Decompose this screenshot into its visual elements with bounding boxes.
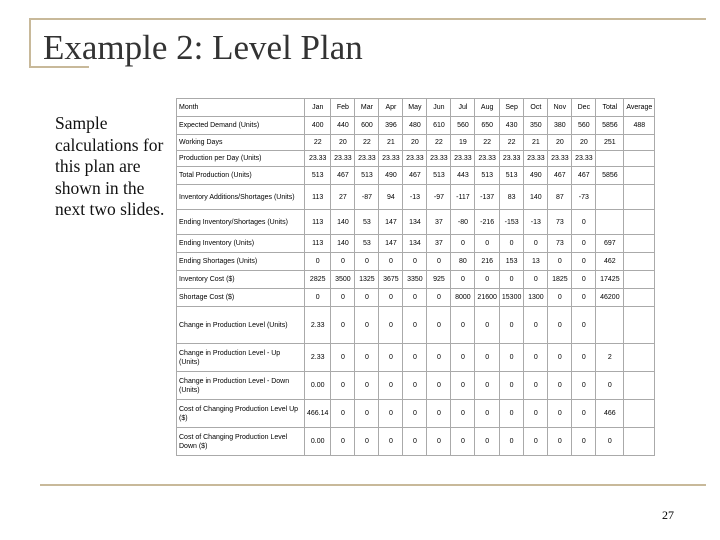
table-cell: 0 bbox=[427, 253, 451, 271]
table-row bbox=[177, 372, 655, 400]
table-row bbox=[177, 307, 655, 344]
table-cell bbox=[624, 253, 655, 271]
row-label: Total Production (Units) bbox=[177, 167, 305, 185]
table-cell: Dec bbox=[572, 99, 596, 117]
table-cell: 513 bbox=[499, 167, 523, 185]
table-cell: -13 bbox=[403, 185, 427, 210]
table-cell bbox=[624, 428, 655, 456]
table-cell: 513 bbox=[427, 167, 451, 185]
table-cell: 350 bbox=[524, 117, 548, 135]
table-cell: 467 bbox=[572, 167, 596, 185]
table-cell: 0 bbox=[475, 372, 499, 400]
table-cell: 0 bbox=[524, 400, 548, 428]
table-cell: 0 bbox=[403, 289, 427, 307]
table-cell: 22 bbox=[475, 135, 499, 151]
table-cell: 0 bbox=[331, 289, 355, 307]
row-label: Production per Day (Units) bbox=[177, 151, 305, 167]
table-cell: Total bbox=[596, 99, 624, 117]
table-cell: 488 bbox=[624, 117, 655, 135]
table-cell: Average bbox=[624, 99, 655, 117]
table-row bbox=[177, 271, 655, 289]
table-cell: 380 bbox=[548, 117, 572, 135]
table-cell: Sep bbox=[499, 99, 523, 117]
table-cell: 17425 bbox=[596, 271, 624, 289]
table-cell: 134 bbox=[403, 235, 427, 253]
table-cell: 0 bbox=[451, 344, 475, 372]
table-cell: 0 bbox=[524, 428, 548, 456]
table-cell: Feb bbox=[331, 99, 355, 117]
table-cell: 0 bbox=[475, 307, 499, 344]
table-row bbox=[177, 167, 655, 185]
table-cell: Jun bbox=[427, 99, 451, 117]
table-cell: 23.33 bbox=[331, 151, 355, 167]
row-label: Shortage Cost ($) bbox=[177, 289, 305, 307]
table-cell: 467 bbox=[403, 167, 427, 185]
row-label: Change in Production Level - Down (Units) bbox=[177, 372, 305, 400]
table-cell: 0 bbox=[451, 235, 475, 253]
table-cell: 140 bbox=[331, 235, 355, 253]
table-cell: 0 bbox=[355, 428, 379, 456]
table-cell: 490 bbox=[379, 167, 403, 185]
table-cell: 0 bbox=[572, 400, 596, 428]
table-header-row bbox=[177, 99, 655, 117]
table-cell: 23.33 bbox=[379, 151, 403, 167]
table-cell: 0 bbox=[548, 344, 572, 372]
table-cell: 0 bbox=[475, 400, 499, 428]
table-cell: 513 bbox=[305, 167, 331, 185]
table-cell: 1825 bbox=[548, 271, 572, 289]
table-cell: 0 bbox=[596, 372, 624, 400]
table-cell bbox=[596, 307, 624, 344]
table-cell: 466.14 bbox=[305, 400, 331, 428]
table-cell bbox=[624, 307, 655, 344]
table-cell: 0 bbox=[427, 307, 451, 344]
table-cell: 0.00 bbox=[305, 428, 331, 456]
table-cell: 113 bbox=[305, 235, 331, 253]
footer-line bbox=[40, 484, 706, 486]
table-cell: 0 bbox=[379, 253, 403, 271]
table-cell: Jan bbox=[305, 99, 331, 117]
page-number: 27 bbox=[662, 508, 674, 522]
table-cell bbox=[624, 167, 655, 185]
table-cell: -117 bbox=[451, 185, 475, 210]
table-cell: 650 bbox=[475, 117, 499, 135]
table-cell: 0 bbox=[355, 344, 379, 372]
table-cell: 0 bbox=[499, 344, 523, 372]
table-cell: 3500 bbox=[331, 271, 355, 289]
table-cell: Jul bbox=[451, 99, 475, 117]
row-label: Expected Demand (Units) bbox=[177, 117, 305, 135]
table-cell: 73 bbox=[548, 235, 572, 253]
table-cell: 37 bbox=[427, 235, 451, 253]
table-cell: 0 bbox=[379, 428, 403, 456]
row-label: Inventory Additions/Shortages (Units) bbox=[177, 185, 305, 210]
table-cell: 23.33 bbox=[355, 151, 379, 167]
table-cell: -73 bbox=[572, 185, 596, 210]
table-cell bbox=[624, 372, 655, 400]
row-label: Cost of Changing Production Level Down ($) bbox=[177, 428, 305, 456]
table-cell: 23.33 bbox=[499, 151, 523, 167]
table-cell: 73 bbox=[548, 210, 572, 235]
table-cell: Oct bbox=[524, 99, 548, 117]
table-cell: 0 bbox=[451, 307, 475, 344]
table-cell: 0 bbox=[451, 428, 475, 456]
table-cell: 0 bbox=[572, 307, 596, 344]
table-cell bbox=[624, 185, 655, 210]
table-cell: 19 bbox=[451, 135, 475, 151]
row-label: Month bbox=[177, 99, 305, 117]
table-cell bbox=[624, 400, 655, 428]
table-row bbox=[177, 428, 655, 456]
table-cell: 0 bbox=[524, 372, 548, 400]
table-cell: 443 bbox=[451, 167, 475, 185]
table-cell: 0 bbox=[499, 428, 523, 456]
table-cell: 0 bbox=[548, 428, 572, 456]
table-cell: -153 bbox=[499, 210, 523, 235]
table-cell: 22 bbox=[305, 135, 331, 151]
table-cell: -13 bbox=[524, 210, 548, 235]
table-cell: 5856 bbox=[596, 167, 624, 185]
table-cell: 0 bbox=[499, 372, 523, 400]
table-cell: 0 bbox=[355, 289, 379, 307]
level-plan-table bbox=[176, 98, 655, 456]
table-cell: 0 bbox=[524, 307, 548, 344]
table-cell bbox=[624, 151, 655, 167]
table-cell: 83 bbox=[499, 185, 523, 210]
table-cell: 0 bbox=[305, 289, 331, 307]
table-cell: 140 bbox=[524, 185, 548, 210]
table-cell bbox=[624, 235, 655, 253]
slide-title: Example 2: Level Plan bbox=[43, 28, 363, 67]
table-cell: Apr bbox=[379, 99, 403, 117]
table-row bbox=[177, 210, 655, 235]
table-cell: 0 bbox=[548, 289, 572, 307]
table-cell: 0 bbox=[379, 372, 403, 400]
table-cell: 2.33 bbox=[305, 307, 331, 344]
table-cell: 3350 bbox=[403, 271, 427, 289]
table-cell: 0 bbox=[548, 372, 572, 400]
table-cell: 23.33 bbox=[427, 151, 451, 167]
table-cell: 0 bbox=[451, 400, 475, 428]
table-cell: 0 bbox=[379, 307, 403, 344]
table-cell: 480 bbox=[403, 117, 427, 135]
table-cell: 0 bbox=[331, 307, 355, 344]
table-cell bbox=[596, 151, 624, 167]
table-cell: Mar bbox=[355, 99, 379, 117]
table-cell: 0 bbox=[572, 271, 596, 289]
table-cell: 37 bbox=[427, 210, 451, 235]
table-cell: 0 bbox=[331, 400, 355, 428]
table-cell: 1300 bbox=[524, 289, 548, 307]
table-cell: 20 bbox=[548, 135, 572, 151]
table-cell bbox=[624, 135, 655, 151]
table-cell: 0 bbox=[403, 428, 427, 456]
table-cell: 21600 bbox=[475, 289, 499, 307]
table-cell: 697 bbox=[596, 235, 624, 253]
table-cell: 0 bbox=[355, 400, 379, 428]
table-cell: 251 bbox=[596, 135, 624, 151]
table-cell: 0 bbox=[451, 372, 475, 400]
table-cell: 462 bbox=[596, 253, 624, 271]
table-cell: 0 bbox=[355, 253, 379, 271]
table-cell: 0 bbox=[548, 307, 572, 344]
table-cell: 23.33 bbox=[524, 151, 548, 167]
table-cell: 20 bbox=[572, 135, 596, 151]
table-cell: 147 bbox=[379, 210, 403, 235]
table-cell: 113 bbox=[305, 210, 331, 235]
table-cell: 0 bbox=[403, 400, 427, 428]
table-cell: 23.33 bbox=[572, 151, 596, 167]
table-cell: 560 bbox=[572, 117, 596, 135]
side-note: Sample calculations for this plan are shown in the next two slides. bbox=[55, 113, 165, 219]
table-cell: 0 bbox=[572, 428, 596, 456]
table-cell: 23.33 bbox=[403, 151, 427, 167]
table-cell: 0 bbox=[475, 235, 499, 253]
table-cell: 0 bbox=[499, 400, 523, 428]
title-accent-top-line bbox=[29, 18, 706, 20]
row-label: Change in Production Level - Up (Units) bbox=[177, 344, 305, 372]
table-cell: 23.33 bbox=[548, 151, 572, 167]
row-label: Ending Inventory (Units) bbox=[177, 235, 305, 253]
table-cell: 513 bbox=[475, 167, 499, 185]
table-cell: 467 bbox=[548, 167, 572, 185]
table-cell: 560 bbox=[451, 117, 475, 135]
table-cell: 21 bbox=[379, 135, 403, 151]
table-cell: Nov bbox=[548, 99, 572, 117]
table-cell: 134 bbox=[403, 210, 427, 235]
table-cell: 0 bbox=[379, 289, 403, 307]
table-cell: 0 bbox=[331, 428, 355, 456]
table-cell: 22 bbox=[355, 135, 379, 151]
table-cell: 20 bbox=[403, 135, 427, 151]
table-cell: 0 bbox=[548, 400, 572, 428]
table-cell: 0 bbox=[331, 253, 355, 271]
table-cell: -87 bbox=[355, 185, 379, 210]
table-row bbox=[177, 185, 655, 210]
table-cell: 0 bbox=[475, 428, 499, 456]
table-cell bbox=[596, 185, 624, 210]
table-cell: Aug bbox=[475, 99, 499, 117]
table-cell: 2825 bbox=[305, 271, 331, 289]
table-cell: 0 bbox=[427, 289, 451, 307]
table-cell: -216 bbox=[475, 210, 499, 235]
row-label: Cost of Changing Production Level Up ($) bbox=[177, 400, 305, 428]
table-cell: 610 bbox=[427, 117, 451, 135]
table-cell: 0 bbox=[596, 428, 624, 456]
table-cell: 87 bbox=[548, 185, 572, 210]
table-cell: 0 bbox=[572, 253, 596, 271]
table-cell: 3675 bbox=[379, 271, 403, 289]
table-cell: 0 bbox=[427, 344, 451, 372]
table-cell: 430 bbox=[499, 117, 523, 135]
table-cell bbox=[624, 271, 655, 289]
table-cell: 216 bbox=[475, 253, 499, 271]
table-row bbox=[177, 135, 655, 151]
table-cell: 925 bbox=[427, 271, 451, 289]
title-accent-vertical-line bbox=[29, 18, 31, 68]
table-cell: 13 bbox=[524, 253, 548, 271]
table-cell bbox=[624, 289, 655, 307]
table-cell: 153 bbox=[499, 253, 523, 271]
table-cell bbox=[596, 210, 624, 235]
table-cell: 80 bbox=[451, 253, 475, 271]
table-row bbox=[177, 235, 655, 253]
table-row bbox=[177, 344, 655, 372]
table-cell: 5856 bbox=[596, 117, 624, 135]
table-cell: 0 bbox=[524, 235, 548, 253]
table-cell: 0 bbox=[427, 428, 451, 456]
table-cell: 0 bbox=[403, 372, 427, 400]
table-cell: 20 bbox=[331, 135, 355, 151]
table-cell: 0 bbox=[572, 344, 596, 372]
table-cell: -137 bbox=[475, 185, 499, 210]
table-cell: 0 bbox=[524, 344, 548, 372]
table-cell: 440 bbox=[331, 117, 355, 135]
table-cell: 0 bbox=[475, 344, 499, 372]
table-cell: 21 bbox=[524, 135, 548, 151]
table-cell: 0 bbox=[451, 271, 475, 289]
table-cell: -97 bbox=[427, 185, 451, 210]
table-row bbox=[177, 289, 655, 307]
table-cell: 400 bbox=[305, 117, 331, 135]
table-cell: 0 bbox=[475, 271, 499, 289]
table-row bbox=[177, 400, 655, 428]
table-cell: 53 bbox=[355, 210, 379, 235]
table-cell: 8000 bbox=[451, 289, 475, 307]
table-cell: 0 bbox=[572, 289, 596, 307]
row-label: Working Days bbox=[177, 135, 305, 151]
table-cell: 0 bbox=[379, 344, 403, 372]
table-cell: 0 bbox=[355, 372, 379, 400]
table-cell: May bbox=[403, 99, 427, 117]
table-cell: 396 bbox=[379, 117, 403, 135]
table-cell: 0 bbox=[379, 400, 403, 428]
table-cell: 53 bbox=[355, 235, 379, 253]
table-cell: 490 bbox=[524, 167, 548, 185]
table-cell: 0 bbox=[572, 210, 596, 235]
row-label: Ending Inventory/Shortages (Units) bbox=[177, 210, 305, 235]
table-row bbox=[177, 151, 655, 167]
table-cell: 94 bbox=[379, 185, 403, 210]
table-row bbox=[177, 253, 655, 271]
table-cell: 600 bbox=[355, 117, 379, 135]
table-cell: 0 bbox=[403, 307, 427, 344]
table-cell: -80 bbox=[451, 210, 475, 235]
table-cell: 22 bbox=[427, 135, 451, 151]
table-cell: 147 bbox=[379, 235, 403, 253]
table-cell: 140 bbox=[331, 210, 355, 235]
table-cell: 0 bbox=[305, 253, 331, 271]
table-cell: 0 bbox=[548, 253, 572, 271]
row-label: Change in Production Level (Units) bbox=[177, 307, 305, 344]
table-cell bbox=[624, 344, 655, 372]
table-cell: 0 bbox=[499, 271, 523, 289]
table-cell: 0 bbox=[403, 253, 427, 271]
table-cell: 513 bbox=[355, 167, 379, 185]
table-cell: 0 bbox=[572, 235, 596, 253]
table-cell: 0 bbox=[355, 307, 379, 344]
table-cell: 27 bbox=[331, 185, 355, 210]
table-cell: 466 bbox=[596, 400, 624, 428]
table-cell: 0.00 bbox=[305, 372, 331, 400]
table-cell: 23.33 bbox=[305, 151, 331, 167]
table-cell: 0 bbox=[427, 372, 451, 400]
table-cell: 2.33 bbox=[305, 344, 331, 372]
table-cell: 23.33 bbox=[475, 151, 499, 167]
table-cell: 0 bbox=[331, 372, 355, 400]
row-label: Inventory Cost ($) bbox=[177, 271, 305, 289]
table-cell: 2 bbox=[596, 344, 624, 372]
table-row bbox=[177, 117, 655, 135]
table-cell: 0 bbox=[403, 344, 427, 372]
table-cell: 0 bbox=[524, 271, 548, 289]
table-cell: 467 bbox=[331, 167, 355, 185]
table-cell: 0 bbox=[572, 372, 596, 400]
table-cell: 22 bbox=[499, 135, 523, 151]
table-cell: 23.33 bbox=[451, 151, 475, 167]
table-cell: 0 bbox=[427, 400, 451, 428]
table-cell: 0 bbox=[331, 344, 355, 372]
table-cell: 1325 bbox=[355, 271, 379, 289]
table-cell: 15300 bbox=[499, 289, 523, 307]
table-cell: 0 bbox=[499, 235, 523, 253]
row-label: Ending Shortages (Units) bbox=[177, 253, 305, 271]
table-cell: 113 bbox=[305, 185, 331, 210]
table-cell: 0 bbox=[499, 307, 523, 344]
table-cell: 46200 bbox=[596, 289, 624, 307]
table-cell bbox=[624, 210, 655, 235]
